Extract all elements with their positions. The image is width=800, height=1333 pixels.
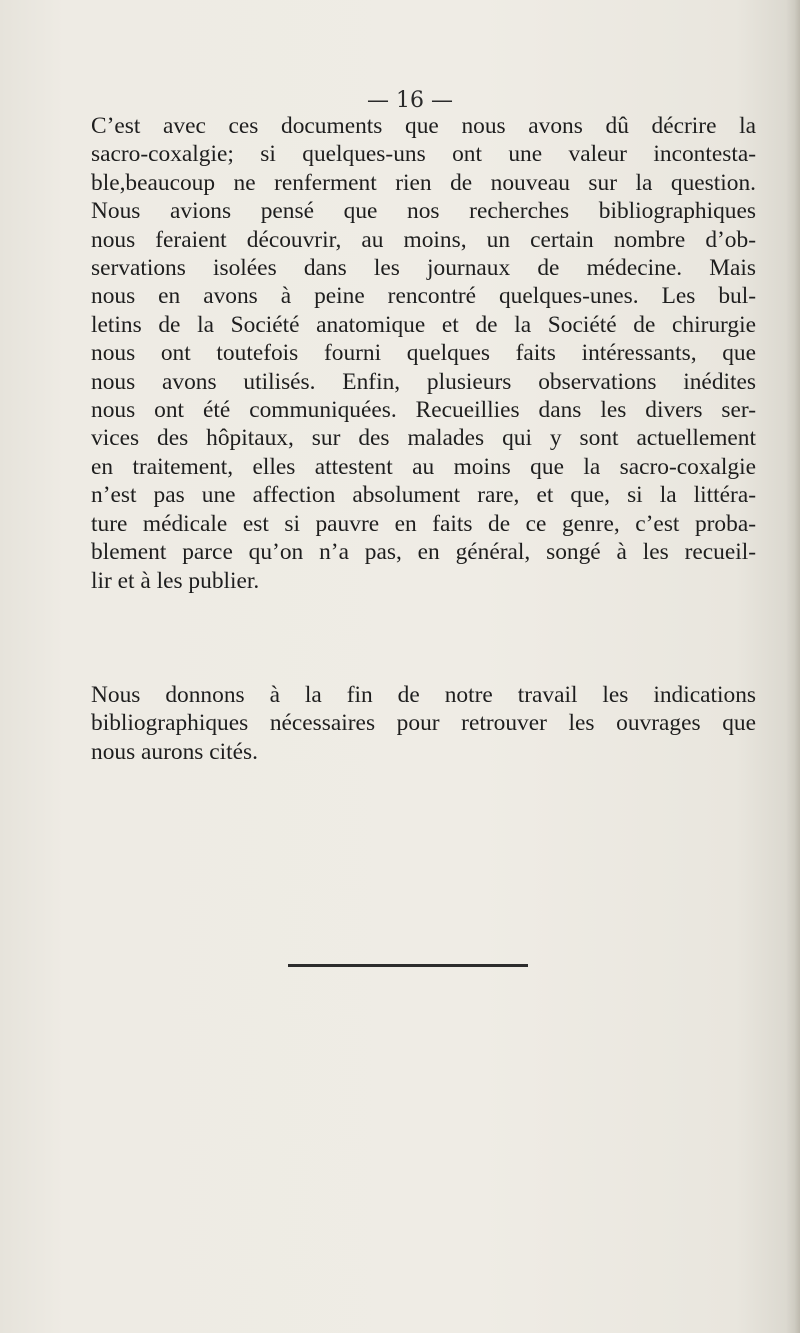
- section-end-rule: [288, 964, 528, 967]
- paragraph-1: [91, 112, 756, 595]
- text-line: sacro-coxalgie; si quelques-uns ont une valeur incontesta-: [91, 141, 756, 168]
- text-line: Nous avions pensé que nos recherches bibliographiques: [91, 198, 756, 225]
- text-line: C’est avec ces documents que nous avons dû décrire la: [91, 113, 756, 139]
- text-line: Nous donnons à la fin de notre travail les indications: [91, 682, 756, 708]
- text-line: ble,beaucoup ne renferment rien de nouveau sur la question.: [91, 169, 756, 196]
- text-line: ture médicale est si pauvre en faits de ce genre, c’est proba-: [91, 510, 756, 537]
- text-line: n’est pas une affection absolument rare, et que, si la littéra-: [91, 482, 756, 509]
- text-line: servations isolées dans les journaux de médecine. Mais: [91, 255, 756, 282]
- text-line: lir et à les publier.: [91, 567, 260, 594]
- text-line: nous aurons cités.: [91, 738, 258, 765]
- text-line: en traitement, elles attestent au moins que la sacro-coxalgie: [91, 453, 756, 480]
- text-line: letins de la Société anatomique et de la Société de chirurgie: [91, 311, 756, 338]
- paragraph-2: [91, 681, 756, 766]
- text-line: vices des hôpitaux, sur des malades qui y sont actuellement: [91, 425, 756, 452]
- text-line: nous en avons à peine rencontré quelques-unes. Les bul-: [91, 283, 756, 310]
- page-edge-shadow: [786, 0, 800, 1333]
- text-line: blement parce qu’on n’a pas, en général, songé à les recueil-: [91, 539, 756, 566]
- text-line: nous ont toutefois fourni quelques faits intéressants, que: [91, 340, 756, 367]
- text-line: nous feraient découvrir, au moins, un certain nombre d’ob-: [91, 226, 756, 253]
- text-line: nous ont été communiquées. Recueillies dans les divers ser-: [91, 397, 756, 424]
- page-number: — 16 —: [367, 88, 453, 113]
- text-line: nous avons utilisés. Enfin, plusieurs observations inédites: [91, 368, 756, 395]
- text-line: bibliographiques nécessaires pour retrouver les ouvrages que: [91, 710, 756, 737]
